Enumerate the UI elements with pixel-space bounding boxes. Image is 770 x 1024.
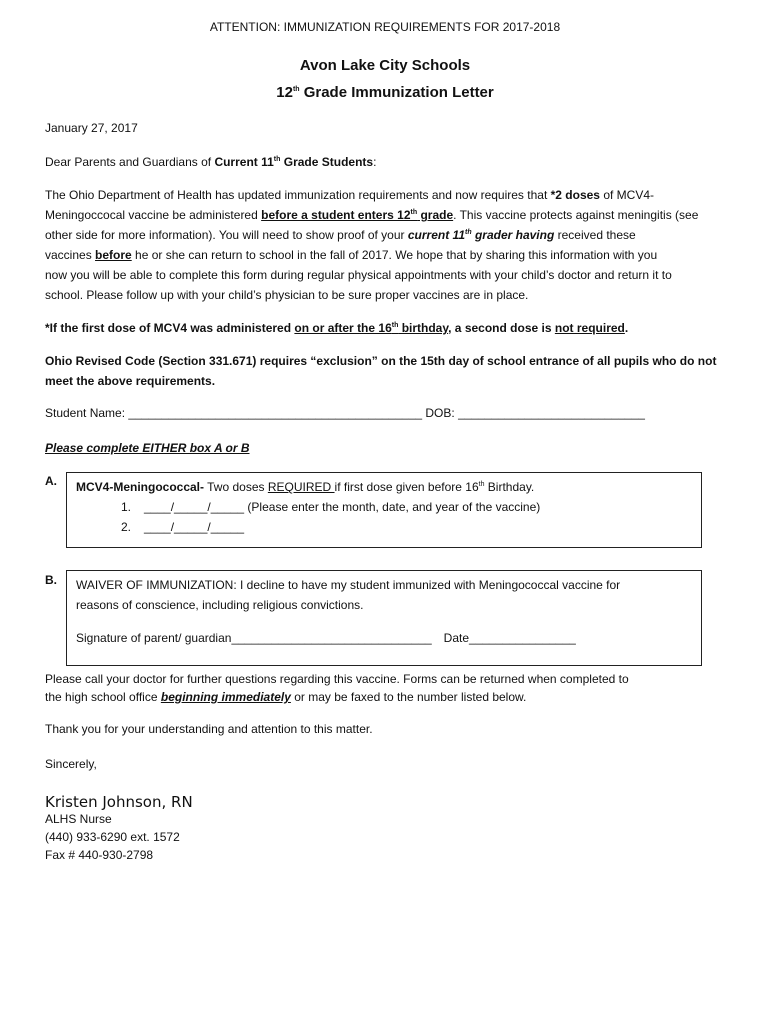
dob-label: DOB: (422, 406, 459, 420)
revised-code-line: meet the above requirements. (45, 374, 216, 388)
box-a-label: A. (45, 474, 57, 488)
letter-date: January 27, 2017 (45, 121, 138, 135)
salutation: Dear Parents and Guardians of Current 11th Grade Students: (45, 155, 377, 169)
closing-line: Please call your doctor for further questions regarding this vaccine. Forms can be returned when completed to (45, 672, 629, 686)
dose-2-date-field[interactable]: ____/_____/_____ (144, 520, 245, 534)
signature-fax: Fax # 440-930-2798 (45, 848, 154, 862)
signature-phone: (440) 933-6290 ext. 1572 (45, 830, 180, 844)
waiver-line: WAIVER OF IMMUNIZATION: I decline to have my student immunized with Meningococcal vaccine for (76, 578, 621, 592)
waiver-date-field[interactable]: ________________ (469, 631, 576, 645)
para-line: now you will be able to complete this form during regular physical appointments with your child’s doctor and return it to (45, 268, 672, 282)
school-title: Avon Lake City Schools (299, 57, 471, 74)
box-b-label: B. (45, 573, 57, 587)
para-line: school. Please follow up with your child’s physician to be sure proper vaccines are in place. (45, 288, 529, 302)
second-dose-note: *If the first dose of MCV4 was administered on or after the 16th birthday, a second dose is not required. (45, 321, 629, 335)
signature-label: Signature of parent/ guardian (76, 631, 232, 645)
waiver-signature-line (76, 631, 576, 645)
closing-line: the high school office beginning immediately or may be faxed to the number listed below. (45, 690, 527, 704)
signature-name: Kristen Johnson, RN (45, 793, 193, 811)
sincerely-line: Sincerely, (45, 757, 97, 771)
para-line: The Ohio Department of Health has updated immunization requirements and now requires that *2 doses of MCV4- (45, 188, 654, 202)
dob-field[interactable]: ____________________________ (458, 406, 645, 420)
para-line: other side for more information). You will need to show proof of your current 11th grader having received these (45, 228, 636, 242)
attention-header: ATTENTION: IMMUNIZATION REQUIREMENTS FOR 2017-2018 (209, 20, 561, 34)
para-line: Meningoccocal vaccine be administered before a student enters 12th grade. This vaccine protects against meningitis (see (45, 208, 699, 222)
student-info-line (45, 406, 645, 420)
signature-role: ALHS Nurse (45, 812, 112, 826)
box-b (66, 570, 702, 666)
student-name-label: Student Name: (45, 406, 129, 420)
waiver-line: reasons of conscience, including religious convictions. (76, 598, 364, 612)
para-line: vaccines before he or she can return to school in the fall of 2017. We hope that by sharing this information with you (45, 248, 658, 262)
dose-2-number: 2. (121, 520, 132, 534)
dose-1-date-field[interactable]: ____/_____/_____ (Please enter the month, date, and year of the vaccine) (144, 500, 541, 514)
student-name-field[interactable]: ____________________________________________ (128, 406, 423, 420)
box-a-heading: MCV4-Meningococcal- Two doses REQUIRED if first dose given before 16th Birthday. (76, 480, 535, 494)
box-instruction: Please complete EITHER box A or B (45, 441, 250, 455)
waiver-date-label: Date (443, 631, 470, 645)
signature-field[interactable]: ______________________________ (231, 631, 432, 645)
box-a (66, 472, 702, 548)
thanks-line: Thank you for your understanding and attention to this matter. (45, 722, 373, 736)
dose-1-number: 1. (121, 500, 132, 514)
letter-title: 12th Grade Immunization Letter (276, 84, 494, 101)
revised-code-line: Ohio Revised Code (Section 331.671) requires “exclusion” on the 15th day of school entrance of all pupils who do not (45, 354, 717, 368)
